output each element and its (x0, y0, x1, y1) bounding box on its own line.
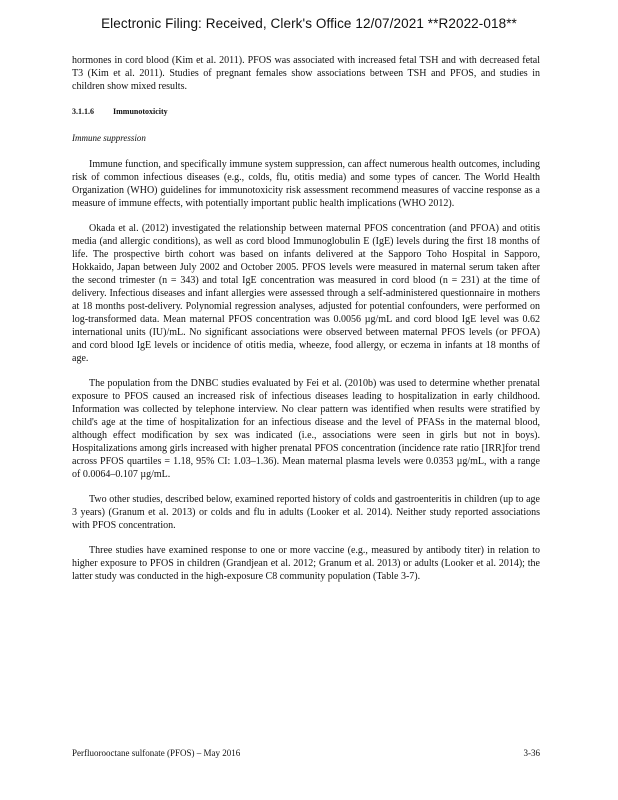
paragraph-other-studies: Two other studies, described below, examined reported history of colds and gastroenteritis in children (up to age 3 years) (Granum et al. 2013) or colds and flu in adults (Looker et al. 2014). Neither study reported associations with PFOS concentration. (72, 494, 540, 531)
section-title: Immunotoxicity (113, 107, 168, 116)
section-number: 3.1.1.6 (72, 107, 94, 116)
intro-paragraph: hormones in cord blood (Kim et al. 2011). PFOS was associated with increased fetal TSH and with decreased fetal T3 (Kim et al. 2011). Studies of pregnant females show associations between TSH and PFOS, and studies in children show mixed results. (72, 55, 540, 92)
paragraph-dnbc: The population from the DNBC studies evaluated by Fei et al. (2010b) was used to determine whether prenatal exposure to PFOS caused an increased risk of infectious diseases leading to hospitalization in early childhood. Information was collected by telephone interview. No clear pattern was identified when results were stratified by child's age at the time of hospitalization for an infectious disease and the level of PFASs in the maternal blood, although effect modification by sex was indicated (i.e., associations were seen in girls but not in boys). Hospitalizations among girls increased with higher prenatal PFOS concentration (incidence rate ratio [IRR]for trend across PFOS quartiles = 1.18, 95% CI: 1.03–1.36). Mean maternal plasma levels were 0.0353 µg/mL, with a range of 0.0064–0.107 µg/mL. (72, 378, 540, 480)
paragraph-okada: Okada et al. (2012) investigated the relationship between maternal PFOS concentration (and PFOA) and otitis media (and allergic conditions), as well as cord blood Immunoglobulin E (IgE) levels during the first 18 months of life. The prospective birth cohort was based on infants delivered at the Sapporo Toho Hospital in Sapporo, Hokkaido, Japan between July 2002 and October 2005. PFOS levels were measured in maternal serum taken after the second trimester (n = 343) and total IgE concentration was measured in cord blood (n = 231) at the time of delivery. Infectious diseases and infant allergies were assessed through a self-administered questionnaire in mothers at 18 months post-delivery. Polynomial regression analyses, adjusted for potential confounders, were performed on log-transformed data. Mean maternal PFOS concentration was 0.0056 µg/mL and cord blood IgE level was 0.62 international units (IU)/mL. No significant associations were observed between maternal PFOS levels (or PFOA) and cord blood IgE levels or incidence of otitis media, wheeze, food allergy, or eczema in infants at 18 months of age. (72, 223, 540, 364)
paragraph-vaccine-response: Three studies have examined response to one or more vaccine (e.g., measured by antibody titer) in relation to higher exposure to PFOS in children (Grandjean et al. 2012; Granum et al. 2013) or adults (Looker et al. 2014); the latter study was conducted in the high-exposure C8 community population (Table 3-7). (72, 545, 540, 582)
page-number: 3-36 (523, 748, 540, 758)
document-body (72, 54, 540, 595)
page-footer (72, 748, 540, 758)
footer-document-title: Perfluorooctane sulfonate (PFOS) – May 2016 (72, 748, 241, 758)
subsection-heading: Immune suppression (72, 133, 146, 143)
paragraph-immune-function: Immune function, and specifically immune system suppression, can affect numerous health outcomes, including risk of common infectious diseases (e.g., colds, flu, otitis media) and some types of cancer. The World Health Organization (WHO) guidelines for immunotoxicity risk assessment recommend measures of vaccine response as a measure of immune effects, with potentially important public health implications (WHO 2012). (72, 159, 540, 209)
filing-stamp: Electronic Filing: Received, Clerk's Office 12/07/2021 **R2022-018** (101, 16, 517, 31)
section-heading (72, 105, 540, 118)
